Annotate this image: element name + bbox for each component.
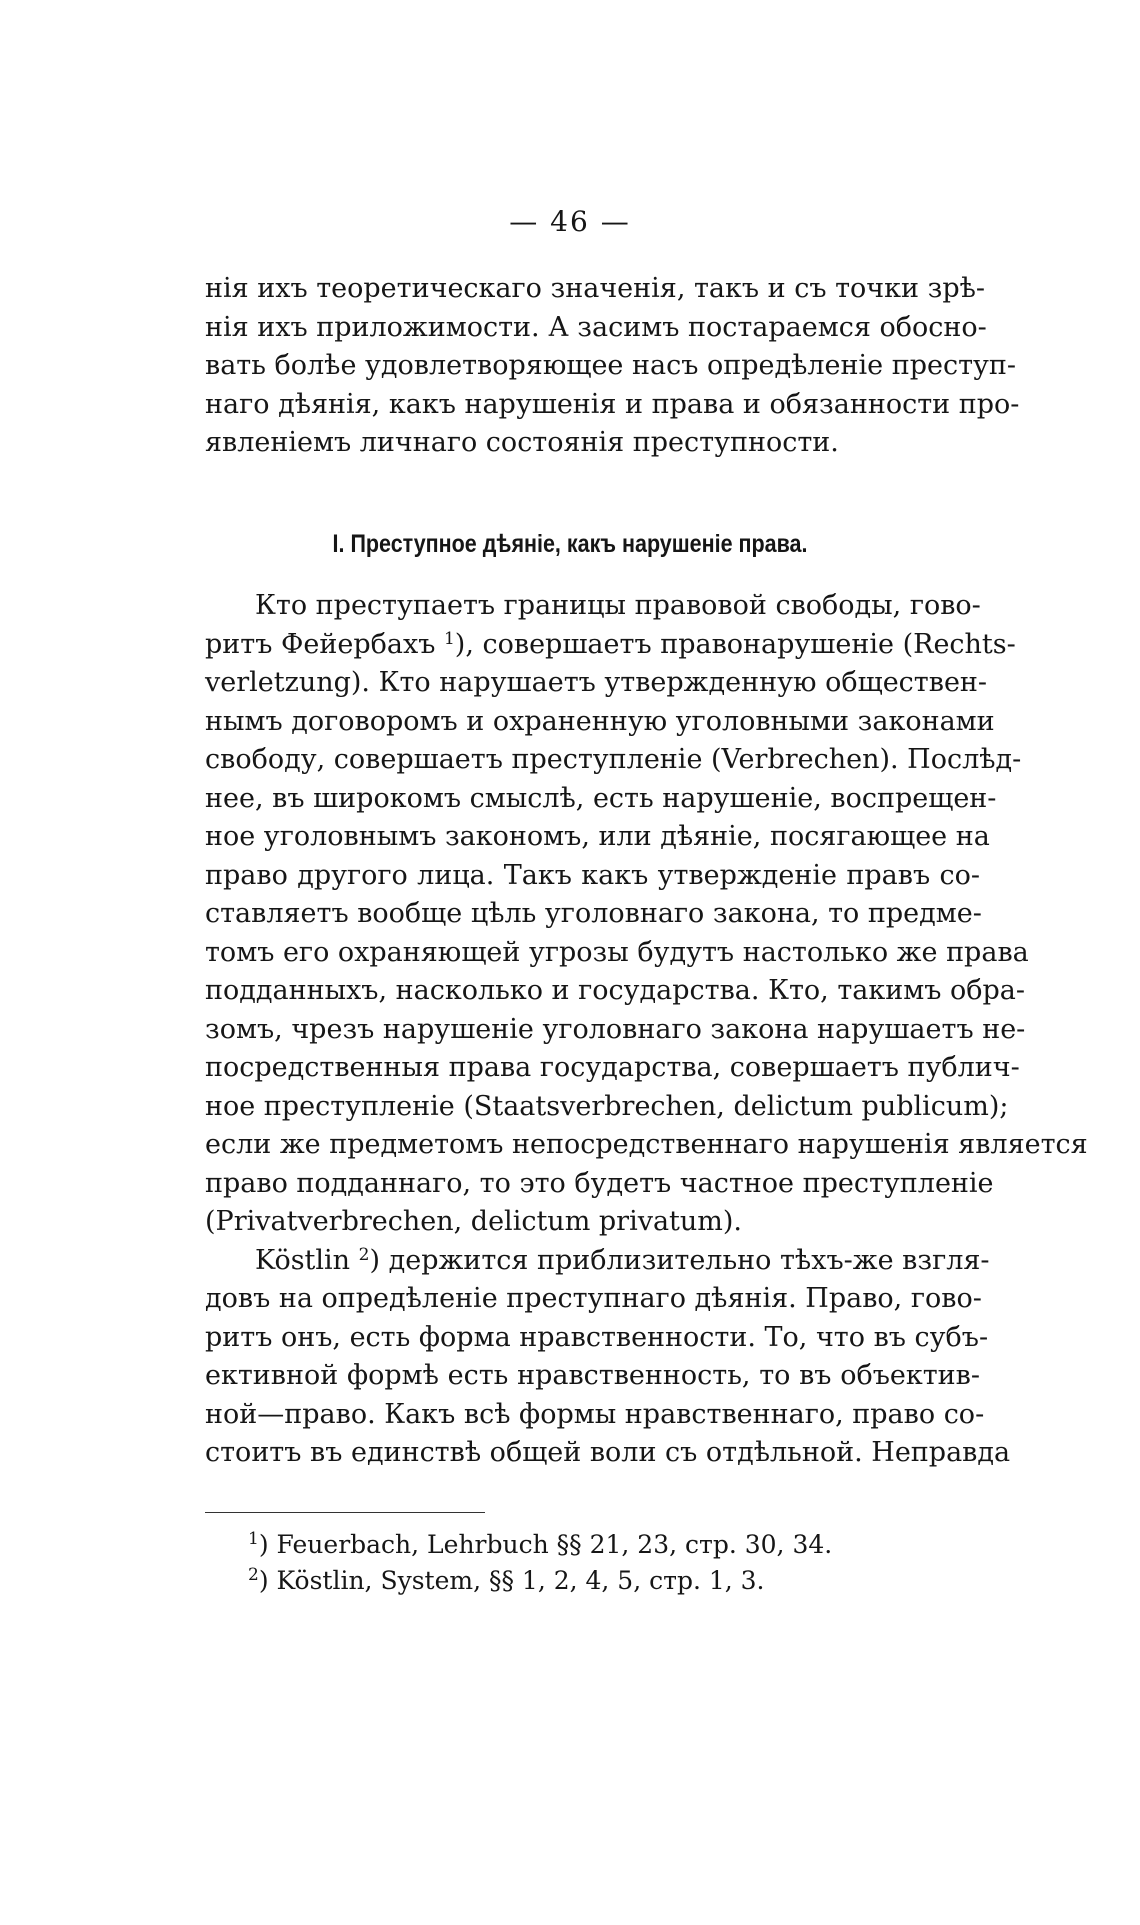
footnote-ref: 2 xyxy=(358,1244,370,1265)
text-line: явленіемъ личнаго состоянія преступности. xyxy=(205,427,839,458)
text-line: Кто преступаетъ границы правовой свободы, гово- xyxy=(255,590,981,621)
text-line: томъ его охраняющей угрозы будутъ настолько же права xyxy=(205,936,1029,968)
text-line: (Privatverbrechen, delictum privatum). xyxy=(205,1206,743,1237)
text-line: нія ихъ приложимости. А засимъ постараемся обосно- xyxy=(205,311,987,343)
text-line: ное преступленіе (Staatsverbrechen, delictum publicum); xyxy=(205,1090,1009,1122)
text-line: свободу, совершаетъ преступленіе (Verbrechen). Послѣд- xyxy=(205,744,1022,775)
footnote xyxy=(248,1563,948,1599)
footnote-text: ) Köstlin, System, §§ 1, 2, 4, 5, стр. 1, 3. xyxy=(258,1566,765,1595)
body-text xyxy=(205,587,1088,1473)
text-line: вать болѣе удовлетворяющее насъ опредѣленіе преступ- xyxy=(205,350,1017,381)
text-line: право подданнаго, то это будетъ частное преступленіе xyxy=(205,1167,994,1199)
page-number: — 46 — xyxy=(509,205,631,238)
text-line: зомъ, чрезъ нарушеніе уголовнаго закона нарушаетъ не- xyxy=(205,1013,1026,1045)
text-line: стоитъ въ единствѣ общей воли съ отдѣльной. Неправда xyxy=(205,1437,1011,1468)
text-fragment: ) держится приблизительно тѣхъ-же взгля- xyxy=(369,1244,990,1276)
text-line: если же предметомъ непосредственнаго нарушенія является xyxy=(205,1129,1088,1160)
text-line: нымъ договоромъ и охраненную уголовными законами xyxy=(205,705,995,737)
footnote-text: ) Feuerbach, Lehrbuch §§ 21, 23, стр. 30, 34. xyxy=(258,1530,833,1559)
text-line: ное уголовнымъ закономъ, или дѣяніе, посягающее на xyxy=(205,821,990,852)
text-line: ективной формѣ есть нравственность, то въ объектив- xyxy=(205,1360,980,1391)
text-line: verletzung). Кто нарушаетъ утвержденную обществен- xyxy=(205,667,988,698)
text-line: право другого лица. Такъ какъ утвержденіе правъ со- xyxy=(205,859,980,891)
intro-paragraph xyxy=(205,270,1020,463)
footnote-ref: 1 xyxy=(443,628,455,649)
footnote-divider xyxy=(205,1512,485,1513)
text-line: нія ихъ теоретическаго значенія, такъ и съ точки зрѣ- xyxy=(205,273,986,304)
text-line: ставляетъ вообще цѣль уголовнаго закона, то предме- xyxy=(205,898,982,929)
text-line xyxy=(205,626,1016,665)
text-fragment: ритъ Фейербахъ xyxy=(205,628,444,660)
text-line xyxy=(205,1242,990,1281)
text-line: подданныхъ, насколько и государства. Кто, такимъ обра- xyxy=(205,975,1026,1006)
footnotes xyxy=(248,1527,948,1599)
section-heading: I. Преступное дѣяніе, какъ нарушеніе права. xyxy=(332,530,808,558)
text-line: ной—право. Какъ всѣ формы нравственнаго, право со- xyxy=(205,1398,985,1430)
footnote-marker: 2 xyxy=(248,1565,259,1585)
text-fragment: Köstlin xyxy=(255,1244,359,1276)
text-line: наго дѣянія, какъ нарушенія и права и обязанности про- xyxy=(205,388,1020,420)
footnote-marker: 1 xyxy=(248,1529,259,1549)
text-line: нее, въ широкомъ смыслѣ, есть нарушеніе, воспрещен- xyxy=(205,782,997,814)
text-line: ритъ онъ, есть форма нравственности. То, что въ субъ- xyxy=(205,1321,989,1353)
footnote xyxy=(248,1527,948,1563)
text-line: довъ на опредѣленіе преступнаго дѣянія. Право, гово- xyxy=(205,1283,982,1314)
text-line: посредственныя права государства, совершаетъ публич- xyxy=(205,1052,1020,1083)
text-fragment: ), совершаетъ правонарушеніе (Rechts- xyxy=(454,628,1016,660)
